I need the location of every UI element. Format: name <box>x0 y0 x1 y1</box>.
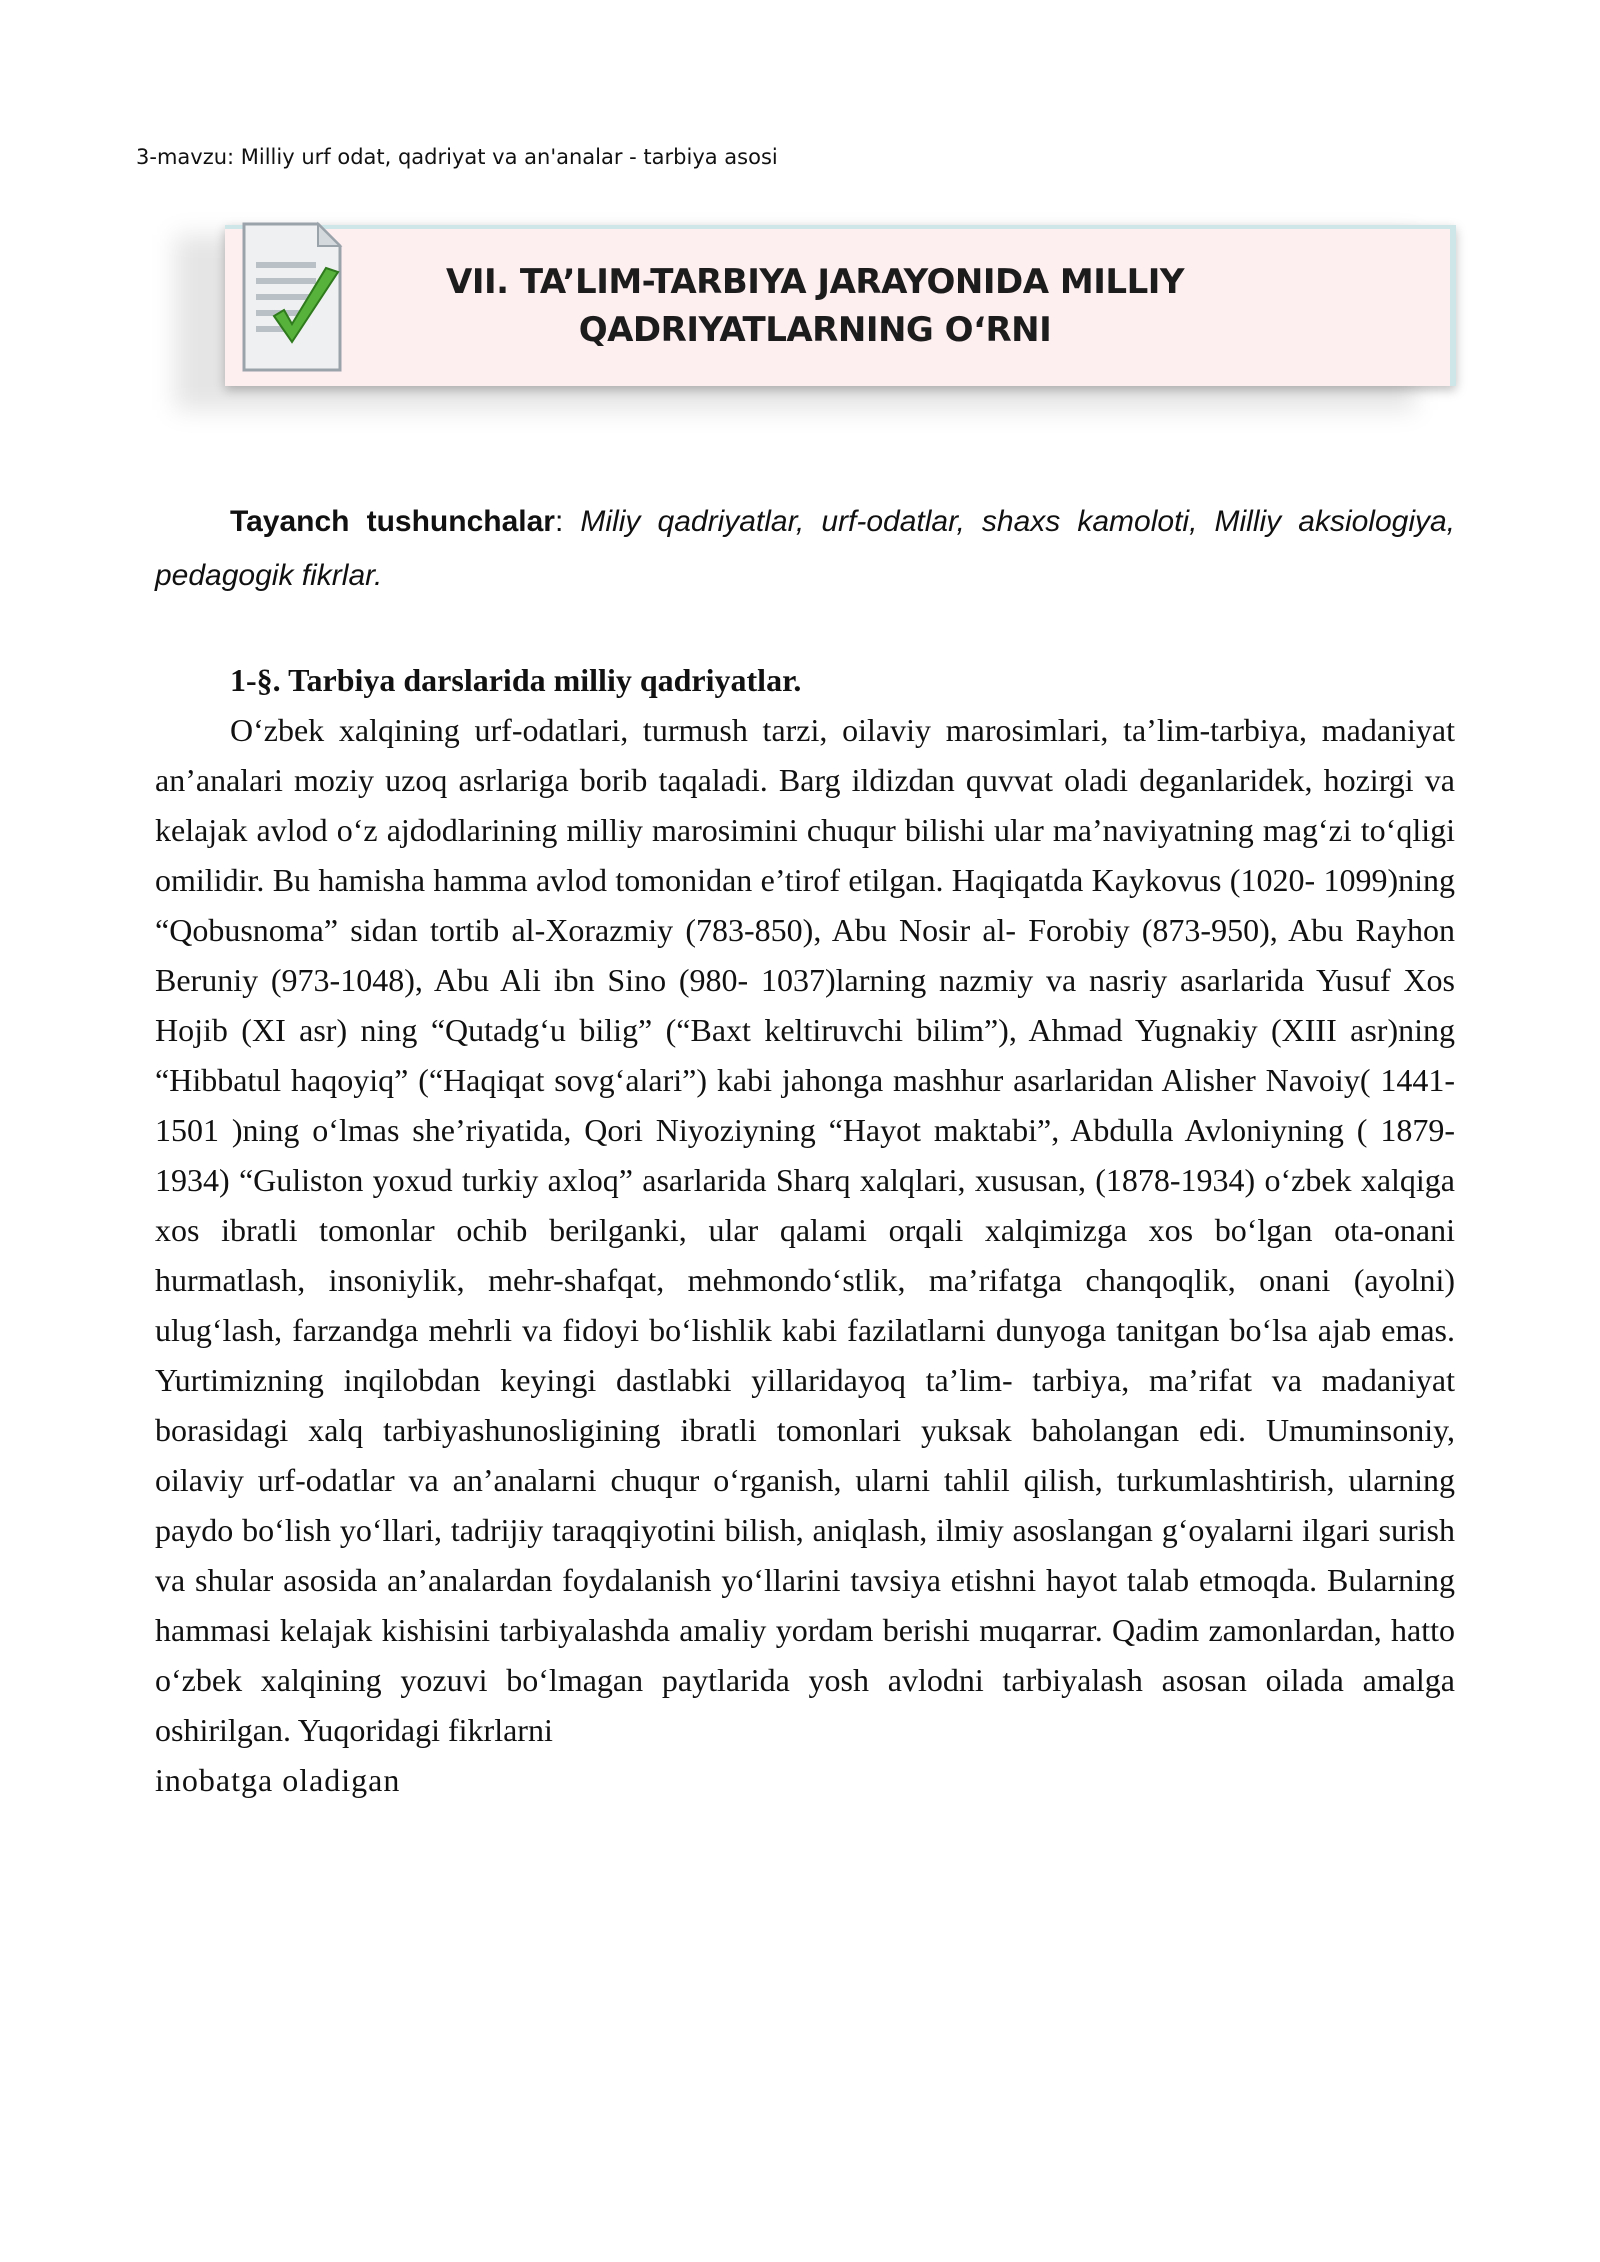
paragraph-body: O‘zbek xalqining urf-odatlari, turmush tarzi, oilaviy marosimlari, ta’lim-tarbiya, madaniyat an’analari moziy uzoq asrlariga borib taqaladi. Barg ildizdan quvvat oladi deganlaridek, hozirgi va kelajak avlod o‘z ajdodlarining milliy marosimini chuqur bilishi ular ma’naviyatning mag‘zi to‘qligi omilidir. Bu hamisha hamma avlod tomonidan e’tirof etilgan. Haqiqatda Kaykovus (1020- 1099)ning “Qobusnoma” sidan tortib al-Xorazmiy (783-850), Abu Nosir al- Forobiy (873-950), Abu Rayhon Beruniy (973-1048), Abu Ali ibn Sino (980- 1037)larning nazmiy va nasriy asarlarida Yusuf Xos Hojib (XI asr) ning “Qutadg‘u bilig” (“Baxt keltiruvchi bilim”), Ahmad Yugnakiy (XIII asr)ning “Hibbatul haqoyiq” (“Haqiqat sovg‘alari”) kabi jahonga mashhur asarlaridan Alisher Navoiy( 1441-1501 )ning o‘lmas she’riyatida, Qori Niyoziyning “Hayot maktabi”, Abdulla Avloniyning ( 1879-1934) “Guliston yoxud turkiy axloq” asarlarida Sharq xalqlari, xususan, (1878-1934) o‘zbek xalqiga xos ibratli tomonlar ochib berilganki, ular qalami orqali xalqimizga xos bo‘lgan ota-onani hurmatlash, insoniylik, mehr-shafqat, mehmondo‘stlik, ma’rifatga chanqoqlik, onani (ayolni) ulug‘lash, farzandga mehrli va fidoyi bo‘lishlik kabi fazilatlarni dunyoga tanitgan bo‘lsa ajab emas. Yurtimizning inqilobdan keyingi dastlabki yillaridayoq ta’lim- tarbiya, ma’rifat va madaniyat borasidagi xalq tarbiyashunosligining ibratli tomonlari yuksak baholangan edi. Umuminsoniy, oilaviy urf-odatlar va an’analarni chuqur o‘rganish, ularni tahlil qilish, turkumlashtirish, ularning paydo bo‘lish yo‘llari, tadrijiy taraqqiyotini bilish, aniqlash, ilmiy asoslangan g‘oyalarni ilgari surish va shular asosida an’analardan foydalanish yo‘llarini tavsiya etishni hayot talab etmoqda. Bularning hammasi kelajak kishisini tarbiyalashda amaliy yordam berishi muqarrar. Qadim zamonlardan, hatto o‘zbek xalqining yozuvi bo‘lmagan paytlarida yosh avlodni tarbiyalash asosan oilada amalga oshirilgan. Yuqoridagi fikrlarni <box>155 712 1455 1748</box>
key-concepts <box>155 495 1455 603</box>
key-concepts-terms: Miliy qadriyatlar, urf-odatlar, shaxs kamoloti, Milliy aksiologiya, pedagogik fikrlar. <box>155 505 1456 592</box>
section-1 <box>155 655 1455 1805</box>
section-heading: 1-§. Tarbiya darslarida milliy qadriyatlar. <box>230 662 802 698</box>
running-header: 3-mavzu: Milliy urf odat, qadriyat va an'analar - tarbiya asosi <box>136 145 778 169</box>
section-paragraph <box>155 705 1455 1805</box>
document-checkmark-icon <box>240 220 344 375</box>
chapter-title <box>345 258 1285 354</box>
key-concepts-separator: : <box>554 505 581 538</box>
paragraph-tail: inobatga oladigan <box>155 1762 401 1798</box>
chapter-title-line-2: QADRIYATLARNING O‘RNI <box>578 310 1052 350</box>
chapter-title-line-1: VII. TA’LIM-TARBIYA JARAYONIDA MILLIY <box>446 262 1184 302</box>
key-concepts-label: Tayanch tushunchalar <box>230 505 555 538</box>
